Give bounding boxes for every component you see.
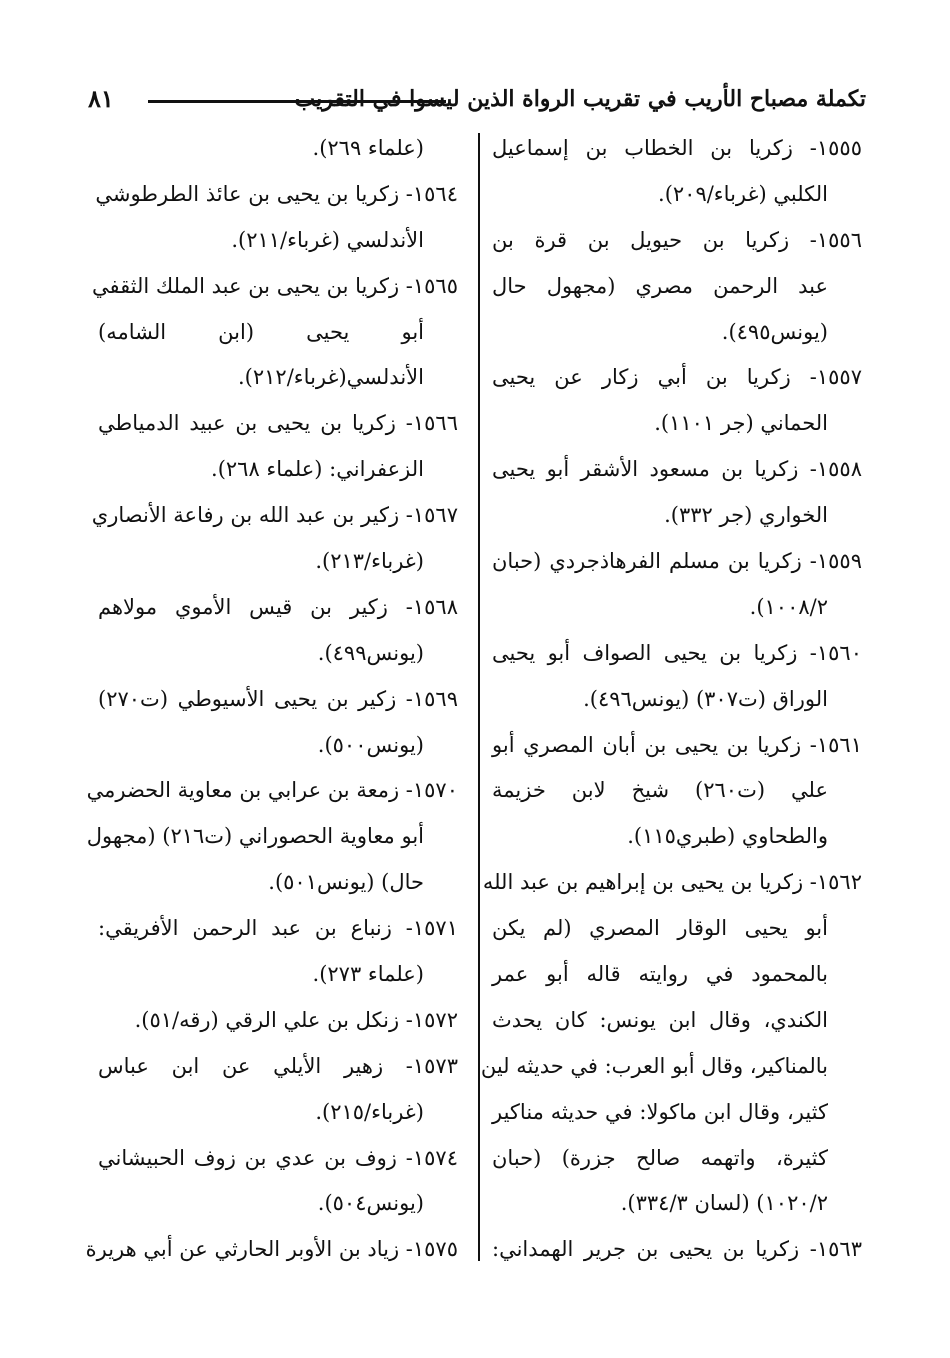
entry-continuation-line: (يونس٥٠٤).: [317, 1191, 424, 1216]
entry-line: ١٥٦٣- زكريا بن يحيى بن جرير الهمداني:: [492, 1237, 862, 1262]
page-header: [88, 82, 866, 122]
entry-line: ١٥٦٠- زكريا بن يحيى الصواف أبو يحيى: [492, 640, 862, 665]
entry-line: ١٥٧٠- زمعة بن عرابي بن معاوية الحضرمي: [86, 778, 458, 803]
entry-line: ١٥٥٧- زكريا بن أبي زكار عن يحيى: [492, 365, 862, 390]
entry-continuation-line: الأندلسي (غرباء/٢١١).: [231, 227, 424, 252]
entry-continuation-line: والطحاوي (طبري١١٥).: [627, 824, 828, 849]
entry-continuation-line: بالمناكير، وقال أبو العرب: في حديثه لين: [480, 1053, 828, 1078]
entry-line: ١٥٧٤- زوف بن عدي بن زوف الحبيشاني: [98, 1145, 458, 1170]
entry-continuation-line: عبد الرحمن مصري (مجهول حال: [492, 273, 828, 298]
entry-line: ١٥٥٦- زكريا بن حيويل بن قرة بن: [492, 227, 862, 252]
entry-line: ١٥٦٢- زكريا بن يحيى بن إبراهيم بن عبد الله: [482, 870, 862, 895]
entry-line: ١٥٦٧- زكير بن عبد الله بن رفاعة الأنصاري: [91, 503, 458, 528]
entry-continuation-line: كثيرة، واتهمه صالح جزرة) (حبان: [492, 1145, 828, 1170]
entry-continuation-line: (علماء ٢٧٣).: [312, 962, 424, 987]
entry-continuation-line: أبو معاوية الحصوراني (ت٢١٦) (مجهول: [86, 824, 424, 849]
entry-continuation-line: علي (ت٢٦٠) شيخ لابن خزيمة: [492, 778, 829, 803]
entry-continuation-line: (يونس٤٩٥).: [721, 319, 828, 344]
entry-line: ١٥٥٥- زكريا بن الخطاب بن إسماعيل: [492, 136, 862, 160]
entry-line: ١٥٦٩- زكير بن يحيى الأسيوطي (ت٢٧٠): [98, 686, 458, 711]
entry-continuation-line: الحماني (جر ١١٠١).: [654, 411, 828, 436]
entry-continuation-line: أبو يحيى (ابن الشامه): [98, 319, 424, 344]
entry-continuation-line: الوراق (ت٣٠٧) (يونس٤٩٦).: [583, 686, 828, 711]
header-rule: [148, 100, 446, 103]
entry-continuation-line: بالمحمود في روايته قاله أبو عمر: [492, 962, 828, 987]
right-column: [480, 126, 862, 1273]
entry-line: ١٥٥٩- زكريا بن مسلم الفرهاذجردي (حبان: [492, 549, 862, 574]
entry-continuation-line: الكلبي (غرباء/٢٠٩).: [658, 181, 828, 206]
entry-continuation-line: (يونس٥٠٠).: [317, 732, 424, 757]
entry-continuation-line: (غرباء/٢١٥).: [315, 1099, 424, 1124]
entry-continuation-line: (يونس٤٩٩).: [317, 640, 424, 665]
entry-continuation-line: (علماء ٢٦٩).: [312, 136, 424, 160]
entry-continuation-line: الأندلسي(غرباء/٢١٢).: [238, 365, 424, 390]
running-title: تكملة مصباح الأريب في تقريب الرواة الذين ليسوا في التقريب: [294, 86, 866, 112]
entry-continuation-line: ١٠٠٨/٢).: [749, 594, 828, 619]
entry-line: ١٥٥٨- زكريا بن مسعود الأشقر أبو يحيى: [492, 457, 862, 482]
entry-continuation-line: الزعفراني: (علماء ٢٦٨).: [211, 457, 424, 482]
entry-line: ١٥٦٥- زكريا بن يحيى بن عبد الملك الثقفي: [91, 273, 458, 298]
entry-continuation-line: (غرباء/٢١٣).: [315, 549, 424, 574]
entry-line: ١٥٦٦- زكريا بن يحيى بن عبيد الدمياطي: [98, 411, 458, 436]
entry-line: ١٥٦٤- زكريا بن يحيى بن عائذ الطرطوشي: [95, 181, 458, 206]
entry-continuation-line: حال) (يونس٥٠١).: [268, 870, 424, 895]
entry-continuation-line: أبو يحيى الوقار المصري (لم يكن: [492, 916, 828, 941]
entry-continuation-line: ١٠٢٠/٢) (لسان ٣٣٤/٣).: [620, 1191, 828, 1216]
entry-continuation-line: الكندي، وقال ابن يونس: كان يحدث: [492, 1007, 828, 1032]
entry-line: ١٥٧٣- زهير الأيلي عن ابن عباس: [98, 1053, 458, 1078]
entry-continuation-line: كثير، وقال ابن ماكولا: في حديثه مناكير: [492, 1099, 828, 1124]
entry-line: ١٥٧٥- زياد بن الأوبر الحارثي عن أبي هريرة: [85, 1237, 458, 1262]
left-column: [85, 126, 458, 1273]
column-divider: [478, 133, 480, 1261]
entry-continuation-line: الخواري (جر ٣٣٢).: [664, 503, 828, 528]
entry-line: ١٥٦٨- زكير بن قيس الأموي مولاهم: [98, 594, 458, 619]
entry-line: ١٥٧١- زنباع بن عبد الرحمن الأفريقي:: [98, 916, 458, 941]
entry-line: ١٥٧٢- زنكل بن علي الرقي (رقه/٥١).: [134, 1007, 458, 1032]
page-number: ٨١: [88, 84, 114, 113]
entry-line: ١٥٦١- زكريا بن يحيى بن أبان المصري أبو: [492, 732, 862, 757]
